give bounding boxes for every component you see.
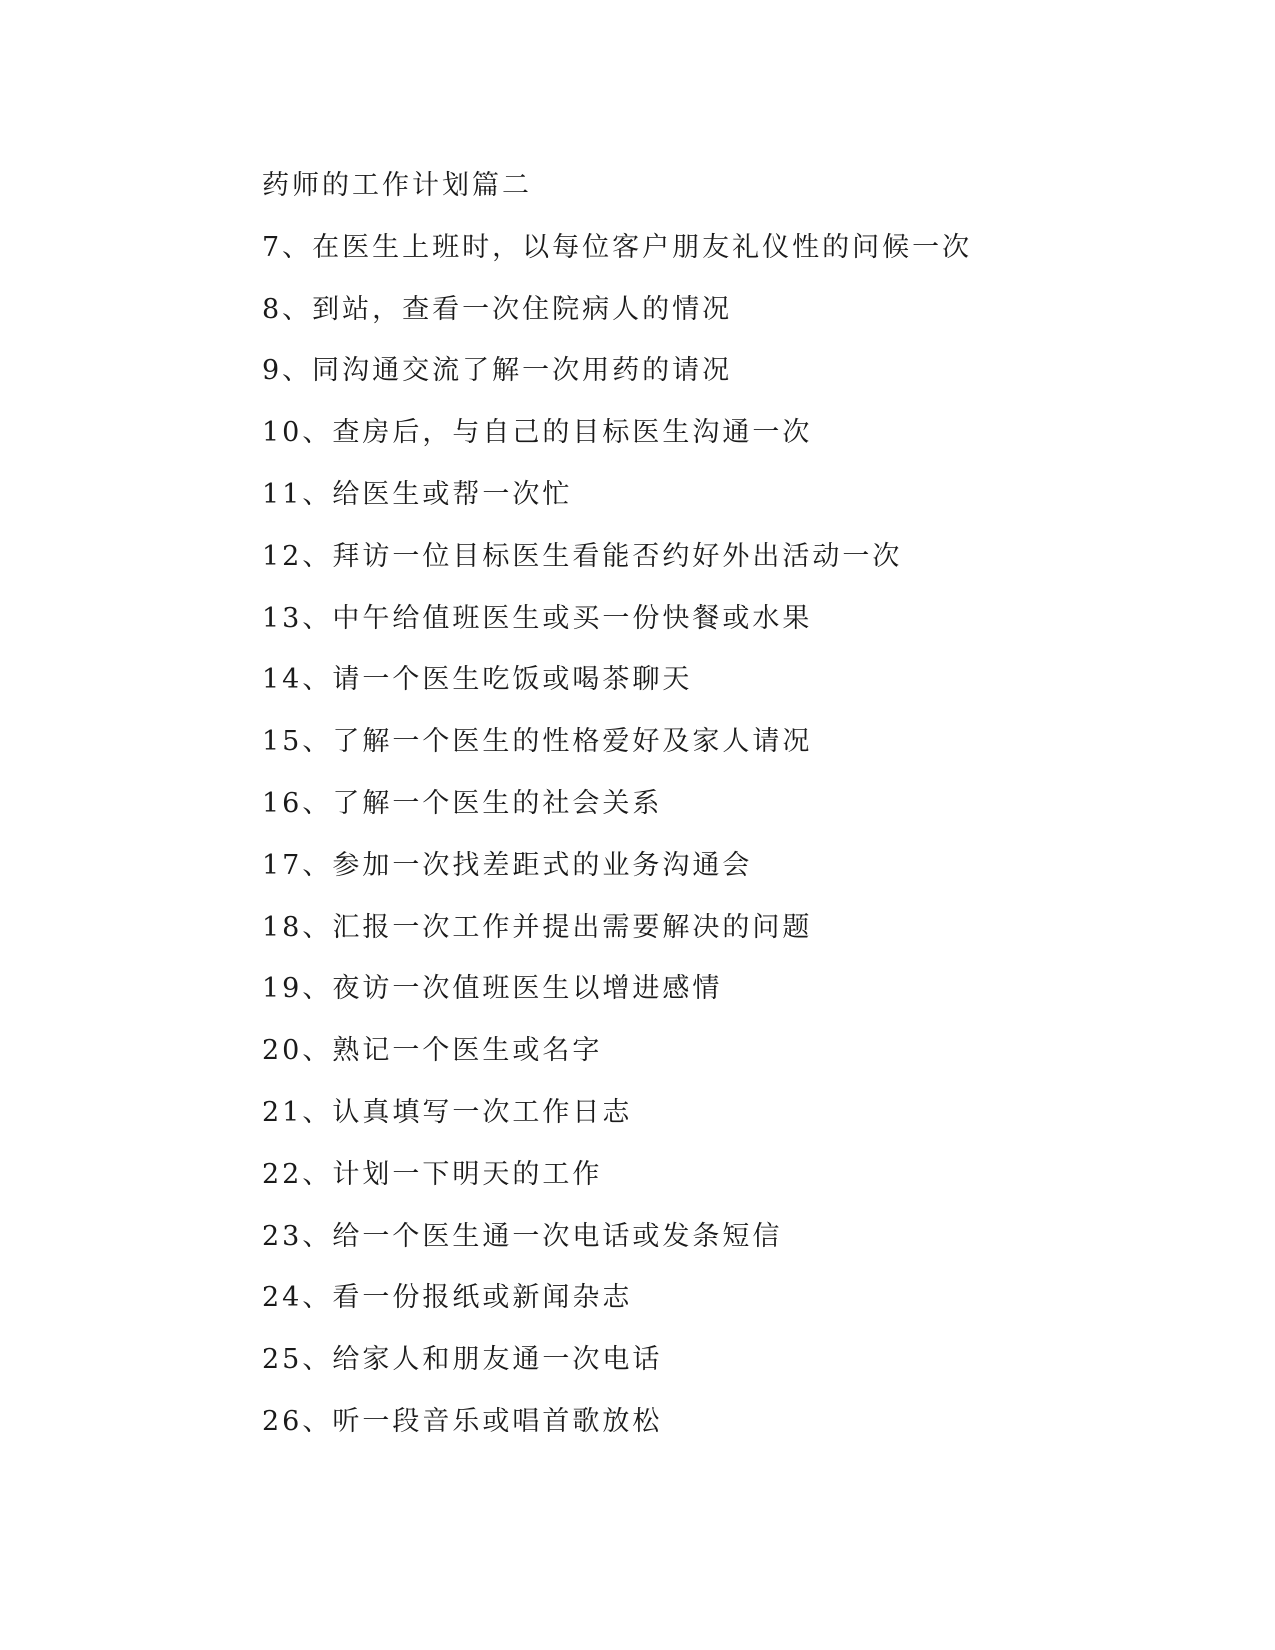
document-heading: 药师的工作计划篇二: [262, 170, 532, 201]
list-item: 24、看一份报纸或新闻杂志: [262, 1282, 633, 1314]
list-item: 14、请一个医生吃饭或喝茶聊天: [262, 664, 693, 696]
document-body: [262, 166, 1162, 1464]
list-item: 9、同沟通交流了解一次用药的请况: [262, 355, 733, 387]
list-item: 10、查房后，与自己的目标医生沟通一次: [262, 417, 813, 449]
list-item: 21、认真填写一次工作日志: [262, 1096, 633, 1128]
list-item: 26、听一段音乐或唱首歌放松: [262, 1405, 663, 1437]
list-item: 23、给一个医生通一次电话或发条短信: [262, 1220, 783, 1252]
list-item: 18、汇报一次工作并提出需要解决的问题: [262, 911, 813, 943]
list-item: 20、熟记一个医生或名字: [262, 1035, 603, 1067]
list-item: 12、拜访一位目标医生看能否约好外出活动一次: [262, 540, 903, 572]
list-item: 16、了解一个医生的社会关系: [262, 787, 663, 819]
list-item: 13、中午给值班医生或买一份快餐或水果: [262, 602, 813, 634]
list-item: 11、给医生或帮一次忙: [262, 478, 573, 510]
list-item: 25、给家人和朋友通一次电话: [262, 1344, 663, 1376]
list-item: 19、夜访一次值班医生以增进感情: [262, 973, 723, 1005]
list-item: 7、在医生上班时，以每位客户朋友礼仪性的问候一次: [262, 231, 973, 263]
list-item: 22、计划一下明天的工作: [262, 1158, 603, 1190]
list-item: 8、到站，查看一次住院病人的情况: [262, 293, 733, 325]
list-item: 17、参加一次找差距式的业务沟通会: [262, 849, 753, 881]
list-item: 15、了解一个医生的性格爱好及家人请况: [262, 726, 813, 758]
